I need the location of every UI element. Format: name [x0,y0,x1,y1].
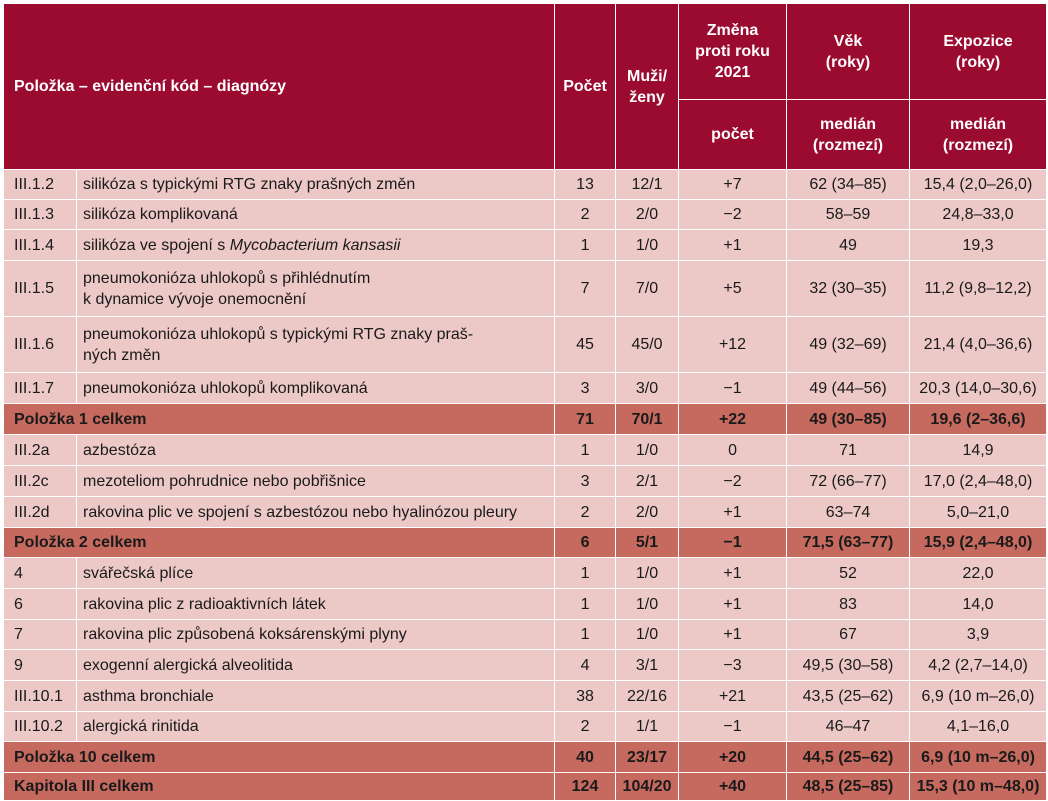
row-exposure: 21,4 (4,0–36,6) [910,317,1047,373]
row-change: +1 [679,230,787,261]
row-age: 48,5 (25–85) [787,773,910,801]
row-exposure: 15,4 (2,0–26,0) [910,170,1047,200]
diagnosis-text: pneumokonióza uhlokopů s přihlédnutím k dynamice vývoje onemocnění [83,269,371,308]
row-count: 1 [555,230,616,261]
row-men-women: 1/0 [616,620,679,650]
row-men-women: 1/0 [616,230,679,261]
table-row [4,650,1047,681]
row-diagnosis [77,558,555,589]
table-row [4,170,1047,200]
row-count: 2 [555,200,616,230]
table-row [4,620,1047,650]
row-change: −1 [679,712,787,742]
diagnosis-text: rakovina plic ve spojení s azbestózou nebo hyalinózou pleury [83,503,518,521]
row-age: 49 (30–85) [787,404,910,435]
subtotal-label: Položka 10 celkem [4,742,555,773]
row-diagnosis [77,466,555,497]
row-change: +1 [679,558,787,589]
disease-table [3,3,1047,801]
row-change: +7 [679,170,787,200]
row-count: 13 [555,170,616,200]
header-exposure: Expozice (roky) [910,4,1047,100]
diagnosis-text: rakovina plic způsobená koksárenskými plyny [83,626,407,643]
row-men-women: 1/0 [616,589,679,620]
row-age: 62 (34–85) [787,170,910,200]
row-exposure: 6,9 (10 m–26,0) [910,681,1047,712]
row-age: 63–74 [787,497,910,528]
row-count: 6 [555,528,616,558]
subtotal-label: Položka 1 celkem [4,404,555,435]
diagnosis-text: azbestóza [83,441,156,459]
row-count: 124 [555,773,616,801]
row-change: +1 [679,589,787,620]
row-count: 1 [555,589,616,620]
row-change: +1 [679,620,787,650]
row-code: 4 [4,558,77,589]
row-age: 32 (30–35) [787,261,910,317]
row-exposure: 5,0–21,0 [910,497,1047,528]
row-count: 2 [555,497,616,528]
table-row [4,261,1047,317]
row-men-women: 2/1 [616,466,679,497]
table-row [4,497,1047,528]
row-age: 43,5 (25–62) [787,681,910,712]
row-change: −1 [679,373,787,404]
diagnosis-text: alergická rinitida [83,718,199,735]
subtotal-row [4,404,1047,435]
row-count: 45 [555,317,616,373]
row-men-women: 3/0 [616,373,679,404]
header-age: Věk (roky) [787,4,910,100]
row-code: 7 [4,620,77,650]
row-count: 4 [555,650,616,681]
row-code: III.1.4 [4,230,77,261]
row-age: 49 (44–56) [787,373,910,404]
row-change: 0 [679,435,787,466]
table-row [4,558,1047,589]
row-code: III.1.2 [4,170,77,200]
row-exposure: 15,9 (2,4–48,0) [910,528,1047,558]
header-count: Počet [555,4,616,170]
row-men-women: 5/1 [616,528,679,558]
diagnosis-text: svářečská plíce [83,564,194,582]
header-change: Změna proti roku 2021 [679,4,787,100]
row-count: 1 [555,435,616,466]
row-exposure: 3,9 [910,620,1047,650]
row-count: 1 [555,558,616,589]
row-men-women: 2/0 [616,200,679,230]
row-men-women: 45/0 [616,317,679,373]
diagnosis-text: silikóza komplikovaná [83,206,238,223]
table-row [4,373,1047,404]
row-exposure: 6,9 (10 m–26,0) [910,742,1047,773]
row-exposure: 11,2 (9,8–12,2) [910,261,1047,317]
row-exposure: 24,8–33,0 [910,200,1047,230]
row-count: 3 [555,373,616,404]
row-diagnosis [77,712,555,742]
row-code: III.1.3 [4,200,77,230]
table-row [4,466,1047,497]
row-change: +5 [679,261,787,317]
row-exposure: 4,1–16,0 [910,712,1047,742]
row-exposure: 22,0 [910,558,1047,589]
row-diagnosis [77,497,555,528]
table-row [4,712,1047,742]
row-count: 38 [555,681,616,712]
row-men-women: 23/17 [616,742,679,773]
row-exposure: 15,3 (10 m–48,0) [910,773,1047,801]
diagnosis-text: rakovina plic z radioaktivních látek [83,595,326,613]
table-row [4,317,1047,373]
row-count: 2 [555,712,616,742]
row-men-women: 70/1 [616,404,679,435]
row-age: 49 [787,230,910,261]
row-diagnosis [77,589,555,620]
row-change: −2 [679,200,787,230]
header-sex: Muži/ ženy [616,4,679,170]
row-men-women: 3/1 [616,650,679,681]
row-age: 49,5 (30–58) [787,650,910,681]
row-code: 9 [4,650,77,681]
row-men-women: 7/0 [616,261,679,317]
row-code: III.2c [4,466,77,497]
row-change: −1 [679,528,787,558]
diagnosis-text: pneumokonióza uhlokopů s typickými RTG znaky praš- ných změn [83,325,474,364]
row-code: III.2d [4,497,77,528]
header-exposure-sub: medián (rozmezí) [910,100,1047,170]
row-exposure: 19,3 [910,230,1047,261]
row-age: 58–59 [787,200,910,230]
row-age: 52 [787,558,910,589]
row-diagnosis [77,170,555,200]
row-men-women: 2/0 [616,497,679,528]
row-code: 6 [4,589,77,620]
row-count: 40 [555,742,616,773]
header-item: Položka – evidenční kód – diagnózy [4,4,555,170]
diagnosis-text: silikóza s typickými RTG znaky prašných změn [83,176,416,193]
subtotal-row [4,773,1047,801]
row-count: 7 [555,261,616,317]
row-age: 71,5 (63–77) [787,528,910,558]
row-age: 44,5 (25–62) [787,742,910,773]
diagnosis-italic-text: Mycobacterium kansasii [229,236,401,254]
row-diagnosis [77,373,555,404]
row-change: −2 [679,466,787,497]
row-exposure: 4,2 (2,7–14,0) [910,650,1047,681]
subtotal-row [4,742,1047,773]
row-age: 71 [787,435,910,466]
row-diagnosis [77,435,555,466]
row-change: +40 [679,773,787,801]
row-change: +12 [679,317,787,373]
row-code: III.10.1 [4,681,77,712]
row-men-women: 12/1 [616,170,679,200]
row-count: 1 [555,620,616,650]
row-change: −3 [679,650,787,681]
subtotal-label: Položka 2 celkem [4,528,555,558]
row-change: +1 [679,497,787,528]
row-code: III.2a [4,435,77,466]
diagnosis-text: silikóza ve spojení s [83,236,230,254]
row-code: III.1.5 [4,261,77,317]
row-change: +21 [679,681,787,712]
header-age-sub: medián (rozmezí) [787,100,910,170]
row-age: 67 [787,620,910,650]
row-diagnosis [77,681,555,712]
row-men-women: 104/20 [616,773,679,801]
row-code: III.1.7 [4,373,77,404]
row-count: 71 [555,404,616,435]
row-change: +22 [679,404,787,435]
row-diagnosis [77,200,555,230]
table-row [4,681,1047,712]
table-header [4,4,1047,170]
row-count: 3 [555,466,616,497]
subtotal-row [4,528,1047,558]
row-diagnosis [77,261,555,317]
row-exposure: 20,3 (14,0–30,6) [910,373,1047,404]
row-diagnosis [77,620,555,650]
row-men-women: 1/0 [616,558,679,589]
diagnosis-text: pneumokonióza uhlokopů komplikovaná [83,379,368,397]
diagnosis-text: asthma bronchiale [83,687,214,705]
row-code: III.10.2 [4,712,77,742]
table-row [4,435,1047,466]
row-exposure: 14,9 [910,435,1047,466]
row-men-women: 22/16 [616,681,679,712]
row-age: 49 (32–69) [787,317,910,373]
row-men-women: 1/0 [616,435,679,466]
table-body [4,170,1047,801]
row-age: 46–47 [787,712,910,742]
table-row [4,589,1047,620]
diagnosis-text: exogenní alergická alveolitida [83,656,293,674]
table-row [4,200,1047,230]
row-change: +20 [679,742,787,773]
subtotal-label: Kapitola III celkem [4,773,555,801]
row-diagnosis [77,317,555,373]
row-age: 83 [787,589,910,620]
row-diagnosis [77,230,555,261]
row-exposure: 17,0 (2,4–48,0) [910,466,1047,497]
row-age: 72 (66–77) [787,466,910,497]
row-men-women: 1/1 [616,712,679,742]
row-diagnosis [77,650,555,681]
row-exposure: 19,6 (2–36,6) [910,404,1047,435]
table-row [4,230,1047,261]
header-change-sub: počet [679,100,787,170]
row-exposure: 14,0 [910,589,1047,620]
row-code: III.1.6 [4,317,77,373]
diagnosis-text: mezoteliom pohrudnice nebo pobřišnice [83,472,366,490]
